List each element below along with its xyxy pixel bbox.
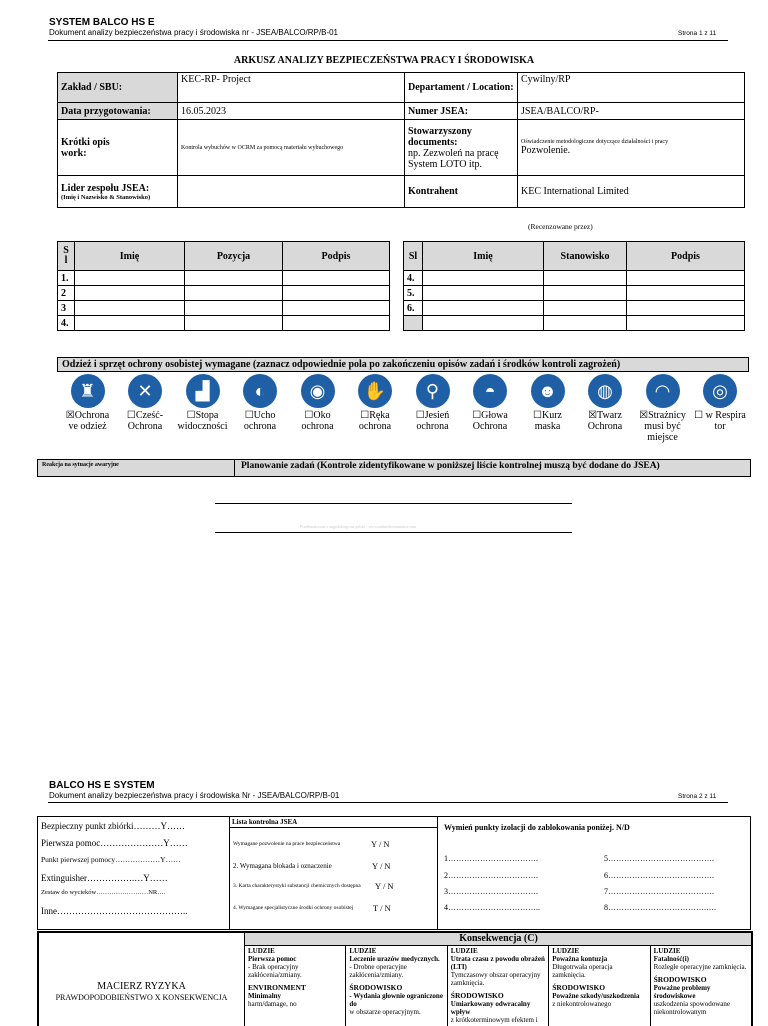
consequence-h1: LUDZIE bbox=[450, 947, 478, 955]
emergency-response-label: Reakcja na sytuacje awaryjne bbox=[42, 462, 119, 468]
team-right-name-cell[interactable] bbox=[423, 271, 544, 286]
checklist-item-2: 2. Wymagana blokada i oznaczenie bbox=[233, 862, 332, 870]
short-description-value[interactable]: Kontrola wybuchów w OCRM za pomocą materiału wybuchowego bbox=[178, 120, 405, 176]
consequence-d1: Tymczasowy obszar operacyjny zamknięcia. bbox=[450, 971, 541, 987]
team-left-row-no: 3 bbox=[58, 301, 75, 316]
ppe-item[interactable] bbox=[60, 372, 115, 432]
ppe-grid bbox=[60, 372, 750, 456]
consequence-t1: Pierwsza pomoc bbox=[248, 955, 297, 963]
consequence-column bbox=[650, 946, 751, 1026]
respirator-icon: ◎ bbox=[703, 374, 737, 408]
planning-divider bbox=[234, 460, 235, 476]
ear-protection-icon: ◐ bbox=[243, 374, 277, 408]
jsea-number-value[interactable]: JSEA/BALCO/RP- bbox=[518, 103, 745, 120]
team-left-row-no: 1. bbox=[58, 271, 75, 286]
ppe-label: ☒Twarz Ochrona bbox=[587, 410, 623, 432]
team-right-row-no: 4. bbox=[404, 271, 423, 286]
team-left-row-no: 2 bbox=[58, 286, 75, 301]
ppe-header: Odzież i sprzęt ochrony osobistej wymagane (zaznacz odpowiednie pola po zakończeniu opisów zadań i środków kontroli zagrożeń) bbox=[57, 357, 749, 372]
isolation-point-2[interactable]: 2……………………………. bbox=[444, 871, 538, 880]
boot-icon: ▟ bbox=[186, 374, 220, 408]
isolation-point-3[interactable]: 3……………………………. bbox=[444, 887, 538, 896]
checklist-item-1: Wymagane pozwolenie na prace bezpieczeństwa bbox=[233, 841, 341, 847]
checklist-item-3: 3. Karta charakterystyki substancji chemicznych dostępna bbox=[233, 883, 361, 889]
consequence-t1: Poważna kontuzja bbox=[552, 955, 608, 963]
team-right-header-position: Stanowisko bbox=[544, 242, 627, 271]
department-value[interactable]: Cywilny/RP bbox=[518, 73, 745, 103]
consequence-t1: Utrata czasu z powodu obrażeń (LTI) bbox=[450, 955, 545, 971]
ppe-label: ☐Kurz maska bbox=[533, 410, 562, 432]
ppe-item[interactable] bbox=[693, 372, 748, 432]
team-right-header-name: Imię bbox=[423, 242, 544, 271]
associated-documents-value[interactable] bbox=[518, 120, 745, 176]
ppe-item[interactable] bbox=[290, 372, 345, 432]
team-left-position-cell[interactable] bbox=[185, 286, 283, 301]
ppe-item[interactable] bbox=[233, 372, 288, 432]
ppe-label: ☐Ucho ochrona bbox=[243, 410, 277, 432]
date-label: Data przygotowania: bbox=[58, 103, 178, 120]
consequence-d1: - Drobne operacyjne zakłócenia/zmiany. bbox=[349, 963, 407, 979]
team-left-name-cell[interactable] bbox=[75, 286, 185, 301]
ppe-item[interactable] bbox=[175, 372, 230, 432]
team-leader-title: Lider zespołu JSEA: bbox=[61, 182, 150, 194]
team-right-row-no: 6. bbox=[404, 301, 423, 316]
consequence-column bbox=[244, 946, 345, 1026]
ppe-label: ☐ w Respira tor bbox=[694, 410, 746, 432]
checklist-yn-1[interactable]: Y / N bbox=[371, 839, 390, 849]
consequence-d1: Długotrwała operacja zamknięcia. bbox=[552, 963, 613, 979]
isolation-point-4[interactable]: 4…………………………….. bbox=[444, 903, 540, 912]
consequence-d2: w obszarze operacyjnym. bbox=[349, 1008, 421, 1016]
team-right-position-cell[interactable] bbox=[544, 286, 627, 301]
ppe-label: ☐Oko ochrona bbox=[301, 410, 334, 432]
planning-bar bbox=[37, 459, 751, 477]
signature-line-1 bbox=[215, 503, 572, 504]
isolation-point-6[interactable]: 6…………………………………. bbox=[604, 871, 714, 880]
team-left-name-cell[interactable] bbox=[75, 301, 185, 316]
consequence-t1: Leczenie urazów medycznych. bbox=[349, 955, 440, 963]
dust-mask-icon: ☻ bbox=[531, 374, 565, 408]
watermark: Przetłumaczone z angielskiego na polski - www.onlinedoctranslator.com bbox=[300, 524, 417, 529]
consequence-header: Konsekwencja (C) bbox=[244, 933, 752, 946]
consequence-h2: ŚRODOWISKO bbox=[552, 983, 606, 992]
associated-documents-example: np. Zezwoleń na pracę System LOTO itp. bbox=[408, 147, 499, 170]
team-left-header-sl: S l bbox=[58, 242, 75, 271]
consequence-column bbox=[548, 946, 649, 1026]
reviewed-by-label: (Recenzowane przez) bbox=[528, 222, 593, 231]
divider-2 bbox=[437, 817, 438, 929]
helmet-icon: ◓ bbox=[473, 374, 507, 408]
team-left-name-cell[interactable] bbox=[75, 271, 185, 286]
team-right-name-cell[interactable] bbox=[423, 286, 544, 301]
ppe-label: ☐Stopa widoczności bbox=[177, 410, 228, 432]
checklist-yn-2[interactable]: Y / N bbox=[372, 861, 391, 871]
team-right-signature-cell[interactable] bbox=[627, 301, 745, 316]
divider-1 bbox=[229, 817, 230, 929]
checklist-title-rule bbox=[229, 827, 437, 828]
team-left-signature-cell[interactable] bbox=[283, 316, 390, 331]
consequence-t1: Fatalność(i) bbox=[653, 955, 689, 963]
ppe-item[interactable] bbox=[348, 372, 403, 432]
consequence-h2: ŚRODOWISKO bbox=[450, 991, 504, 1000]
consequence-t2: - Wydania głownie ograniczone do bbox=[349, 992, 443, 1008]
consequence-h1: LUDZIE bbox=[248, 947, 275, 955]
ppe-item[interactable] bbox=[520, 372, 575, 432]
team-leader-label bbox=[58, 176, 178, 208]
consequence-d2: harm/damage, no bbox=[248, 1000, 297, 1008]
consequence-d2: z niekontrolowanego bbox=[552, 1000, 612, 1008]
short-description-label-line2: work: bbox=[61, 147, 87, 159]
consequence-h2: ENVIRONMENT bbox=[248, 983, 306, 992]
team-left-row-no: 4. bbox=[58, 316, 75, 331]
form-title: ARKUSZ ANALIZY BEZPIECZEŃSTWA PRACY I ŚRODOWISKA bbox=[233, 55, 535, 66]
consequence-d1: - Brak operacyjny zakłócenia/zmiany. bbox=[248, 963, 302, 979]
consequence-h1: LUDZIE bbox=[653, 947, 681, 955]
isolation-title: Wymień punkty izolacji do zablokowania poniżej. N/D bbox=[444, 823, 630, 832]
team-table-right bbox=[403, 241, 745, 331]
first-aid: Pierwsza pomoc…………………Y…… bbox=[41, 838, 188, 848]
isolation-point-1[interactable]: 1……………………………. bbox=[444, 854, 538, 863]
zaklad-label: Zakład / SBU: bbox=[58, 73, 178, 103]
page2-page-number: Strona 2 z 11 bbox=[678, 793, 717, 800]
short-description-label bbox=[58, 120, 178, 176]
team-left-header-signature: Podpis bbox=[283, 242, 390, 271]
page2-checklist-block bbox=[37, 816, 751, 930]
consequence-d1: Rozległe operacyjne zamknięcia. bbox=[653, 963, 747, 971]
consequence-t2: Poważne szkody/uszkodzenia bbox=[552, 992, 640, 1000]
first-aid-point: Punkt pierwszej pomocy………………Y…… bbox=[41, 855, 181, 864]
face-shield-icon: ◍ bbox=[588, 374, 622, 408]
ppe-label: ☒Strażnicy musi być miejsce bbox=[639, 410, 686, 443]
eye-protection-icon: ◉ bbox=[301, 374, 335, 408]
ppe-label: ☒Ochrona ve odzież bbox=[65, 410, 110, 432]
info-table bbox=[57, 72, 745, 208]
consequence-column bbox=[345, 946, 446, 1026]
header-rule bbox=[48, 40, 728, 41]
consequence-d2: z krótkoterminowym efektem i bbox=[450, 1016, 538, 1024]
team-left-header-name: Imię bbox=[75, 242, 185, 271]
checklist-yn-3[interactable]: Y / N bbox=[375, 881, 394, 891]
risk-matrix-title: MACIERZ RYZYKA bbox=[97, 981, 186, 992]
team-right-name-cell[interactable] bbox=[423, 301, 544, 316]
team-right-position-cell[interactable] bbox=[544, 316, 627, 331]
team-left-position-cell[interactable] bbox=[185, 271, 283, 286]
team-left-signature-cell[interactable] bbox=[283, 301, 390, 316]
jsea-number-label: Numer JSEA: bbox=[405, 103, 518, 120]
consequence-t2: Minimalny bbox=[248, 992, 282, 1000]
ppe-item[interactable] bbox=[405, 372, 460, 432]
ppe-item[interactable] bbox=[463, 372, 518, 432]
team-left-signature-cell[interactable] bbox=[283, 271, 390, 286]
consequence-h1: LUDZIE bbox=[552, 947, 580, 955]
department-label: Departament / Location: bbox=[405, 73, 518, 103]
ppe-label: ☐Jesień ochrona bbox=[415, 410, 450, 432]
system-title: SYSTEM BALCO HS E bbox=[49, 17, 155, 28]
ppe-label: ☐Ręka ochrona bbox=[358, 410, 392, 432]
page2-system-title: BALCO HS E SYSTEM bbox=[49, 780, 155, 791]
consequence-t2: Poważne problemy środowiskowe bbox=[653, 984, 711, 1000]
signature-line-2 bbox=[215, 532, 572, 533]
spill-kit: Zestaw do wycieków……………………NR…. bbox=[41, 889, 166, 896]
glove-icon: ✋ bbox=[358, 374, 392, 408]
team-right-header-sl: Sl bbox=[404, 242, 423, 271]
ppe-label: ☐Cześć- Ochrona bbox=[126, 410, 164, 432]
risk-matrix-subtitle: PRAWDOPODOBIEŃSTWO X KONSEKWENCJA bbox=[55, 993, 228, 1002]
team-left-signature-cell[interactable] bbox=[283, 286, 390, 301]
consequence-t2: Umiarkowany odwracalny wpływ bbox=[450, 1000, 531, 1016]
team-right-signature-cell[interactable] bbox=[627, 286, 745, 301]
team-right-position-cell[interactable] bbox=[544, 301, 627, 316]
team-right-position-cell[interactable] bbox=[544, 271, 627, 286]
consequence-column bbox=[447, 946, 548, 1026]
isolation-point-8[interactable]: 8……………………………….…. bbox=[604, 903, 716, 912]
contractor-value[interactable]: KEC International Limited bbox=[518, 176, 745, 208]
associated-documents-value-line2: Pozwolenie. bbox=[521, 145, 571, 156]
consequence-d2: uszkodzenia spowodowane niekontrolowanym bbox=[653, 1000, 730, 1016]
associated-documents-value-line1: Oświadczenie metodologiczne dotyczące działalności i pracy bbox=[521, 139, 669, 145]
consequence-h2: ŚRODOWISKO bbox=[653, 975, 707, 984]
ppe-item[interactable] bbox=[578, 372, 633, 432]
consequence-h1: LUDZIE bbox=[349, 947, 377, 955]
document-subtitle: Dokument analizy bezpieczeństwa pracy i środowiska nr - JSEA/BALCO/RP/B-01 bbox=[49, 28, 339, 37]
protective-clothing-icon: ♜ bbox=[71, 374, 105, 408]
date-value[interactable]: 16.05.2023 bbox=[178, 103, 405, 120]
associated-documents-title: Stowarzyszony documents: bbox=[408, 125, 472, 148]
short-description-label-line1: Krótki opis bbox=[61, 136, 110, 148]
ppe-label: ☐Głowa Ochrona bbox=[472, 410, 508, 432]
checklist-title: Lista kontrolna JSEA bbox=[232, 818, 298, 826]
isolation-point-5[interactable]: 5…………………………………. bbox=[604, 854, 714, 863]
checklist-yn-4[interactable]: T / N bbox=[373, 903, 391, 913]
page2-document-subtitle: Dokument analizy bezpieczeństwa pracy i środowiska Nr - JSEA/BALCO/RP/B-01 bbox=[49, 791, 340, 800]
team-right-signature-cell[interactable] bbox=[627, 271, 745, 286]
ppe-item[interactable] bbox=[118, 372, 173, 432]
contractor-label: Kontrahent bbox=[405, 176, 518, 208]
consequence-h2: ŚRODOWISKO bbox=[349, 983, 403, 992]
assembly-point: Bezpieczny punkt zbiórki………Y…… bbox=[41, 821, 185, 831]
team-right-name-cell[interactable] bbox=[423, 316, 544, 331]
zaklad-value[interactable]: KEC-RP- Project bbox=[178, 73, 405, 103]
isolation-point-7[interactable]: 7…………………………………. bbox=[604, 887, 714, 896]
task-planning-label: Planowanie zadań (Kontrole zidentyfikowane w poniższej liście kontrolnej muszą być dodane do JSEA) bbox=[241, 461, 660, 471]
other: Inne…………………………………….. bbox=[41, 906, 188, 916]
checklist-item-4: 4. Wymagane specjalistyczne środki ochrony osobistej bbox=[233, 905, 354, 911]
risk-matrix bbox=[37, 931, 753, 1026]
team-table-left bbox=[57, 241, 390, 331]
team-left-name-cell[interactable] bbox=[75, 316, 185, 331]
fall-harness-icon: ⚲ bbox=[416, 374, 450, 408]
team-right-signature-cell[interactable] bbox=[627, 316, 745, 331]
team-leader-sub: (Imię i Nazwisko & Stanowisko) bbox=[61, 193, 151, 201]
extinguisher: Extinguisher…………….…Y…… bbox=[41, 873, 168, 883]
guard-icon: ◠ bbox=[646, 374, 680, 408]
team-right-row-no bbox=[404, 316, 423, 331]
team-right-row-no: 5. bbox=[404, 286, 423, 301]
team-left-header-position: Pozycja bbox=[185, 242, 283, 271]
page-number: Strona 1 z 11 bbox=[678, 30, 717, 37]
team-leader-value[interactable] bbox=[178, 176, 405, 208]
page2-header-rule bbox=[48, 802, 728, 803]
team-left-position-cell[interactable] bbox=[185, 301, 283, 316]
associated-documents-label bbox=[405, 120, 518, 176]
ppe-item[interactable] bbox=[635, 372, 690, 443]
team-right-header-signature: Podpis bbox=[627, 242, 745, 271]
team-left-position-cell[interactable] bbox=[185, 316, 283, 331]
vest-icon: ✕ bbox=[128, 374, 162, 408]
